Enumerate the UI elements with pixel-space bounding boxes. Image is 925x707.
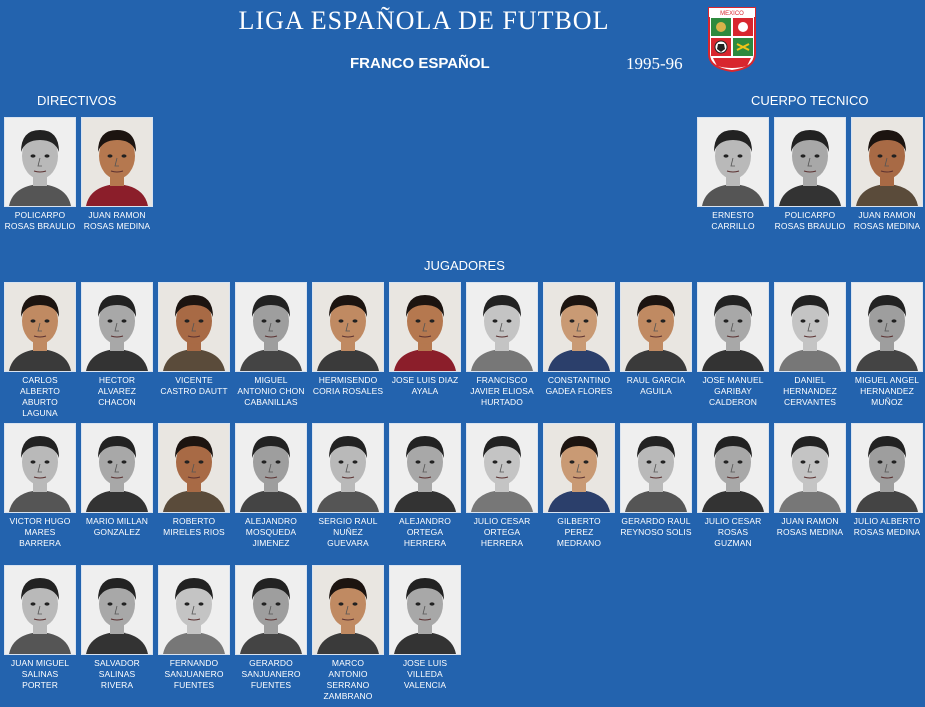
portrait-photo [620,423,692,513]
name-line: GADEA FLORES [545,386,613,396]
person-name [697,516,769,549]
portrait-photo [697,423,769,513]
name-line: ALBERTO [19,386,61,396]
person-name [312,658,384,702]
jugadores-card [697,423,769,549]
name-line: FUENTES [173,680,215,690]
name-line: ALEJANDRO [399,516,451,526]
name-line: JOSE MANUEL [702,375,764,385]
name-line: CASTRO DAUTT [160,386,228,396]
name-line: ANTONIO [328,669,368,679]
name-line: FRANCISCO [476,375,528,385]
name-line: MARCO [331,658,365,668]
name-line: JOSE LUIS DIAZ [391,375,459,385]
name-line: MARIO MILLAN [85,516,149,526]
name-line: GERARDO RAUL [621,516,691,526]
person-name [158,516,230,538]
portrait-photo [312,282,384,372]
name-line: JUAN RAMON [781,516,839,526]
person-name [235,658,307,691]
name-line: CONSTANTINO [547,375,611,385]
portrait-photo [4,423,76,513]
name-line: VALENCIA [403,680,447,690]
person-name [851,516,923,538]
name-line: LAGUNA [22,408,58,418]
jugadores-card [774,423,846,538]
portrait-photo [774,117,846,207]
name-line: ALVAREZ [97,386,137,396]
cuerpo_tecnico-card [697,117,769,232]
name-line: FUENTES [250,680,292,690]
name-line: CERVANTES [783,397,837,407]
cuerpo_tecnico-card [851,117,923,232]
name-line: ROSAS BRAULIO [4,221,76,231]
section-jugadores: JUGADORES [424,258,505,273]
name-line: CALDERON [708,397,758,407]
portrait-photo [81,423,153,513]
portrait-photo [543,423,615,513]
name-line: MIGUEL ANGEL [854,375,920,385]
name-line: DANIEL [794,375,826,385]
name-line: ROSAS MEDINA [853,221,921,231]
name-line: ALEJANDRO [245,516,297,526]
person-name [389,375,461,397]
portrait-photo [235,565,307,655]
name-line: ROSAS MEDINA [853,527,921,537]
name-line: JIMENEZ [252,538,290,548]
portrait-photo [774,423,846,513]
jugadores-card [312,565,384,702]
portrait-photo [389,282,461,372]
name-line: JULIO CESAR [704,516,762,526]
portrait-photo [851,117,923,207]
team-crest-logo [707,6,757,73]
name-line: CARLOS [22,375,58,385]
name-line: GARIBAY [714,386,752,396]
portrait-photo [466,423,538,513]
portrait-photo [235,423,307,513]
name-line: HERNANDEZ [783,386,837,396]
name-line: FERNANDO [169,658,219,668]
jugadores-card [81,565,153,691]
portrait-photo [4,282,76,372]
person-name [774,375,846,408]
section-directivos: DIRECTIVOS [37,93,117,108]
name-line: ERNESTO [712,210,754,220]
jugadores-card [4,282,76,419]
name-line: AYALA [411,386,439,396]
person-name [158,375,230,397]
name-line: SANJUANERO [241,669,301,679]
person-name [4,658,76,691]
jugadores-card [312,423,384,549]
name-line: VILLEDA [407,669,443,679]
name-line: MEDRANO [556,538,602,548]
svg-text:MEXICO: MEXICO [720,11,744,17]
name-line: ZAMBRANO [323,691,373,701]
person-name [774,516,846,538]
season-label: 1995-96 [626,54,683,73]
portrait-photo [389,423,461,513]
person-name [389,658,461,691]
jugadores-card [389,423,461,549]
name-line: MIGUEL [254,375,288,385]
jugadores-card [851,423,923,538]
person-name [543,375,615,397]
name-line: RAUL GARCIA [626,375,686,385]
name-line: GUEVARA [327,538,369,548]
name-line: PORTER [22,680,58,690]
jugadores-card [543,282,615,397]
person-name [4,516,76,549]
person-name [4,375,76,419]
person-name [697,375,769,408]
person-name [774,210,846,232]
name-line: HERMISENDO [318,375,378,385]
name-line: SALINAS [21,669,59,679]
portrait-photo [158,423,230,513]
name-line: SERGIO RAUL [318,516,378,526]
name-line: GUZMAN [714,538,752,548]
name-line: HERRERA [480,538,524,548]
person-name [466,375,538,408]
name-line: ROSAS MEDINA [83,221,151,231]
name-line: NUÑEZ [333,527,363,537]
name-line: ROSAS MEDINA [776,527,844,537]
name-line: JULIO CESAR [473,516,531,526]
person-name [158,658,230,691]
name-line: SANJUANERO [164,669,224,679]
section-cuerpo-tecnico: CUERPO TECNICO [751,93,869,108]
name-line: ANTONIO CHON [237,386,305,396]
name-line: PEREZ [564,527,594,537]
name-line: JOSE LUIS [402,658,448,668]
jugadores-card [851,282,923,408]
jugadores-card [543,423,615,549]
name-line: JUAN MIGUEL [10,658,70,668]
person-name [697,210,769,232]
name-line: MOSQUEDA [245,527,297,537]
name-line: SALINAS [98,669,136,679]
jugadores-card [312,282,384,397]
portrait-photo [158,565,230,655]
name-line: SERRANO [326,680,370,690]
portrait-photo [4,117,76,207]
name-line: MIRELES RIOS [163,527,225,537]
name-line: ROBERTO [172,516,216,526]
portrait-photo [158,282,230,372]
name-line: MUÑOZ [871,397,903,407]
person-name [81,516,153,538]
person-name [312,375,384,397]
person-name [4,210,76,232]
person-name [851,210,923,232]
name-line: ABURTO [22,397,58,407]
name-line: ROSAS BRAULIO [774,221,846,231]
name-line: SALVADOR [94,658,140,668]
name-line: POLICARPO [784,210,836,220]
jugadores-card [81,282,153,408]
portrait-photo [81,282,153,372]
name-line: CORIA ROSALES [312,386,384,396]
name-line: BARRERA [19,538,61,548]
portrait-photo [774,282,846,372]
portrait-photo [4,565,76,655]
jugadores-card [4,565,76,691]
jugadores-card [774,282,846,408]
portrait-photo [81,117,153,207]
name-line: ORTEGA [483,527,521,537]
person-name [81,375,153,408]
page-title: LIGA ESPAÑOLA DE FUTBOL [238,6,610,35]
name-line: HECTOR [98,375,136,385]
directivos-card [81,117,153,232]
name-line: MARES [24,527,56,537]
jugadores-card [81,423,153,538]
person-name [235,516,307,549]
name-line: VICTOR HUGO [9,516,71,526]
person-name [312,516,384,549]
jugadores-card [235,565,307,691]
portrait-photo [543,282,615,372]
name-line: JUAN RAMON [88,210,146,220]
directivos-card [4,117,76,232]
name-line: HERNANDEZ [860,386,914,396]
cuerpo_tecnico-card [774,117,846,232]
name-line: RIVERA [100,680,134,690]
name-line: CHACON [98,397,136,407]
jugadores-card [235,423,307,549]
name-line: VICENTE [175,375,213,385]
name-line: REYNOSO SOLIS [620,527,692,537]
person-name [543,516,615,549]
person-name [235,375,307,408]
name-line: GONZALEZ [93,527,141,537]
person-name [81,658,153,691]
portrait-photo [235,282,307,372]
portrait-photo [466,282,538,372]
person-name [81,210,153,232]
jugadores-card [620,282,692,397]
jugadores-card [389,282,461,397]
portrait-photo [851,423,923,513]
name-line: ORTEGA [406,527,444,537]
portrait-photo [620,282,692,372]
jugadores-card [4,423,76,549]
jugadores-card [158,423,230,538]
jugadores-card [158,282,230,397]
name-line: AGUILA [640,386,672,396]
person-name [389,516,461,549]
name-line: CARRILLO [711,221,755,231]
portrait-photo [312,565,384,655]
jugadores-card [158,565,230,691]
person-name [466,516,538,549]
name-line: POLICARPO [14,210,66,220]
jugadores-card [697,282,769,408]
name-line: JAVIER ELIOSA [470,386,534,396]
name-line: JULIO ALBERTO [853,516,921,526]
team-name: FRANCO ESPAÑOL [350,55,490,72]
name-line: GILBERTO [557,516,601,526]
portrait-photo [81,565,153,655]
portrait-photo [697,282,769,372]
jugadores-card [620,423,692,538]
person-name [851,375,923,408]
portrait-photo [851,282,923,372]
portrait-photo [697,117,769,207]
jugadores-card [235,282,307,408]
jugadores-card [389,565,461,691]
name-line: ROSAS [717,527,749,537]
jugadores-card [466,282,538,408]
portrait-photo [389,565,461,655]
person-name [620,516,692,538]
person-name [620,375,692,397]
name-line: CABANILLAS [244,397,298,407]
name-line: JUAN RAMON [858,210,916,220]
portrait-photo [312,423,384,513]
name-line: GERARDO [249,658,293,668]
jugadores-card [466,423,538,549]
name-line: HERRERA [403,538,447,548]
name-line: HURTADO [481,397,523,407]
